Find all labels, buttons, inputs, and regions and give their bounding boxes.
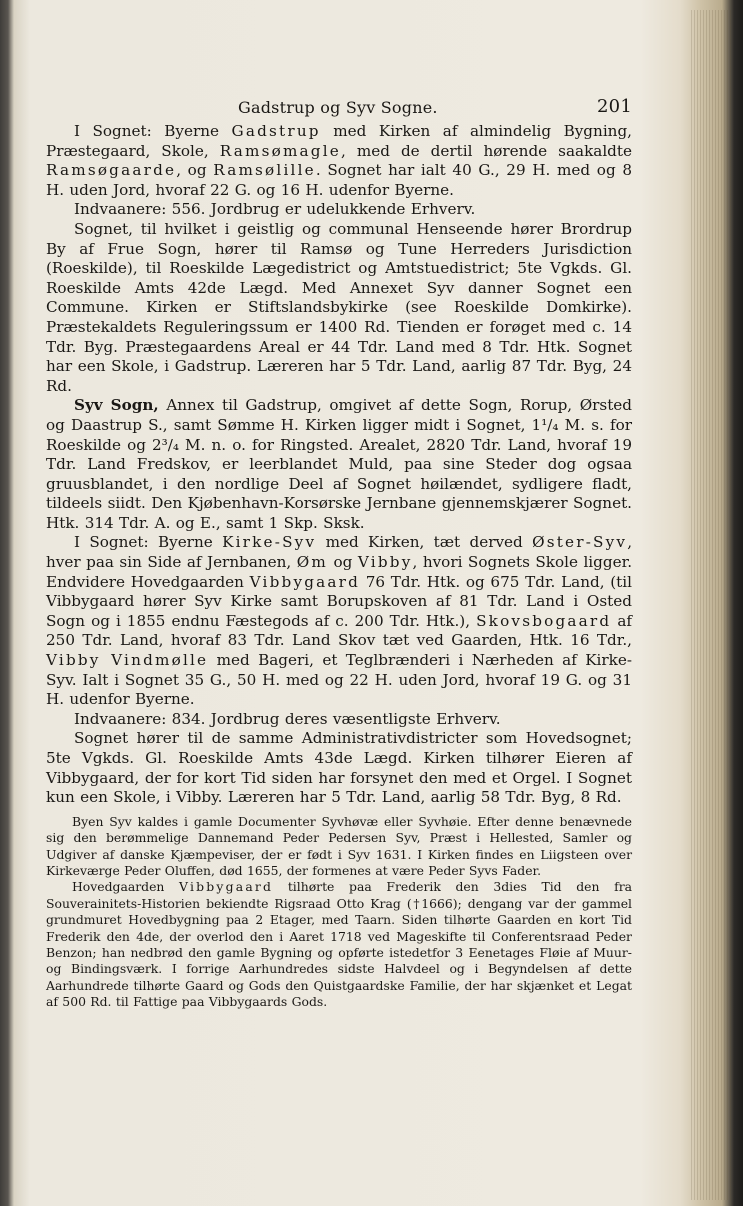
page-number: 201 bbox=[597, 96, 632, 117]
section-heading-syv-sogn: Syv Sogn, bbox=[74, 396, 159, 415]
note-syv-name: Byen Syv kaldes i gamle Documenter Syvhøvæ eller Syvhøie. Efter denne benævnede sig den berømmelige Dannemand Peder Pedersen Syv, Præst i Hellested, Samler og Udgiver af danske Kjæmpeviser, der er født i Syv 1631. I Kirken findes en Liigsteen over Kirkeværge Peder Oluffen, død 1655, der formenes at være Peder Syvs Fader. bbox=[46, 813, 632, 878]
paragraph-gadstrup-inhabitants: Indvaanere: 556. Jordbrug er udelukkende Erhverv. bbox=[74, 200, 476, 219]
paragraph-syv-inhabitants: Indvaanere: 834. Jordbrug deres væsentligste Erhverv. bbox=[74, 709, 501, 728]
page-content bbox=[46, 92, 632, 1011]
paragraph-syv-villages: I Sognet: Byerne Kirke-Syv med Kirken, tæt derved Øster-Syv, hver paa sin Side af Jernbanen, Øm og Vibby, hvori Sognets Skole ligger. Endvidere Hovedgaarden Vibbygaard 76 Tdr. Htk. og 675 Tdr. Land, (til Vibbygaard hører Syv Kirke samt Borupskoven af 81 Tdr. Land i Osted Sogn og i 1855 endnu Fæstegods af c. 200 Tdr. Htk.), Skovsbogaard af 250 Tdr. Land, hvoraf 83 Tdr. Land Skov tæt ved Gaarden, Htk. 16 Tdr., Vibby Vindmølle med Bageri, et Teglbrænderi i Nærheden af Kirke-Syv. Ialt i Sognet 35 G., 50 H. med og 22 H. uden Jord, hvoraf 19 G. og 31 H. udenfor Byerne. bbox=[46, 533, 633, 709]
note-vibbygaard: Hovedgaarden Vibbygaard tilhørte paa Frederik den 3dies Tid den fra Souverainitets-Historien bekiendte Rigsraad Otto Krag (†1666); dengang var der gammel grundmuret Hovedbygning paa 2 Etager, med Taarn. Siden tilhørte Gaarden en kort Tid Frederik den 4de, der overlod den i Aaret 1718 ved Mageskifte til Conferentsraad Peder Benzon; han nedbrød den gamle Bygning og opførte istedetfor 3 Eenetages Fløie af Muur- og Bindingsværk. I forrige Aarhundredes sidste Halvdeel og i Begyndelsen af dette Aarhundrede tilhørte Gaard og Gods den Quistgaardske Familie, der har skjænket et Legat af 500 Rd. til Fattige paa Vibbygaards Gods. bbox=[46, 879, 633, 1010]
body-text bbox=[46, 122, 632, 808]
paragraph-syv-administration: Sognet hører til de samme Administrativdistricter som Hovedsognet; 5te Vgkds. Gl. Roeskilde Amts 43de Lægd. Kirken tilhører Eieren af Vibbygaard, der for kort Tid siden har forsynet den med et Orgel. I Sognet kun een Skole, i Vibby. Læreren har 5 Tdr. Land, aarlig 58 Tdr. Byg, 8 Rd. bbox=[46, 729, 632, 807]
footnotes bbox=[46, 814, 632, 1011]
running-head bbox=[46, 92, 632, 122]
page-title: Gadstrup og Syv Sogne. bbox=[238, 98, 438, 117]
page-edge-shadow bbox=[691, 10, 731, 1200]
paragraph-gadstrup-administration: Sognet, til hvilket i geistlig og communal Henseende hører Brordrup By af Frue Sogn, hører til Ramsø og Tune Herreders Jurisdiction (Roeskilde), til Roeskilde Lægedistrict og Amtstuedistrict; 5te Vgkds. Gl. Roeskilde Amts 42de Lægd. Med Annexet Syv danner Sognet een Commune. Kirken er Stiftslandsbykirke (see Roeskilde Domkirke). Præstekaldets Reguleringssum er 1400 Rd. Tienden er forøget med c. 14 Tdr. Byg. Præstegaardens Areal er 44 Tdr. Land med 8 Tdr. Htk. Sognet har een Skole, i Gadstrup. Læreren har 5 Tdr. Land, aarlig 87 Tdr. Byg, 24 Rd. bbox=[46, 219, 632, 395]
paragraph-gadstrup-villages: I Sognet: Byerne Gadstrup med Kirken af almindelig Bygning, Præstegaard, Skole, Ramsømagle, med de dertil hørende saakaldte Ramsøgaarde, og Ramsølille. Sognet har ialt 40 G., 29 H. med og 8 H. uden Jord, hvoraf 22 G. og 16 H. udenfor Byerne. bbox=[46, 122, 633, 199]
paragraph-syv-sogn: Syv Sogn, Annex til Gadstrup, omgivet af dette Sogn, Rorup, Ørsted og Daastrup S., samt Sømme H. Kirken ligger midt i Sognet, 1¹/₄ M. s. for Roeskilde og 2³/₄ M. n. o. for Ringsted. Arealet, 2820 Tdr. Land, hvoraf 19 Tdr. Land Fredskov, er leerblandet Muld, paa sine Steder dog ogsaa gruusblandet, i den nordlige Deel af Sognet høilændet, sydligere fladt, tildeels siidt. Den Kjøbenhavn-Korsørske Jernbane gjennemskjærer Sognet. Htk. 314 Tdr. A. og E., samt 1 Skp. Sksk. bbox=[46, 396, 633, 532]
